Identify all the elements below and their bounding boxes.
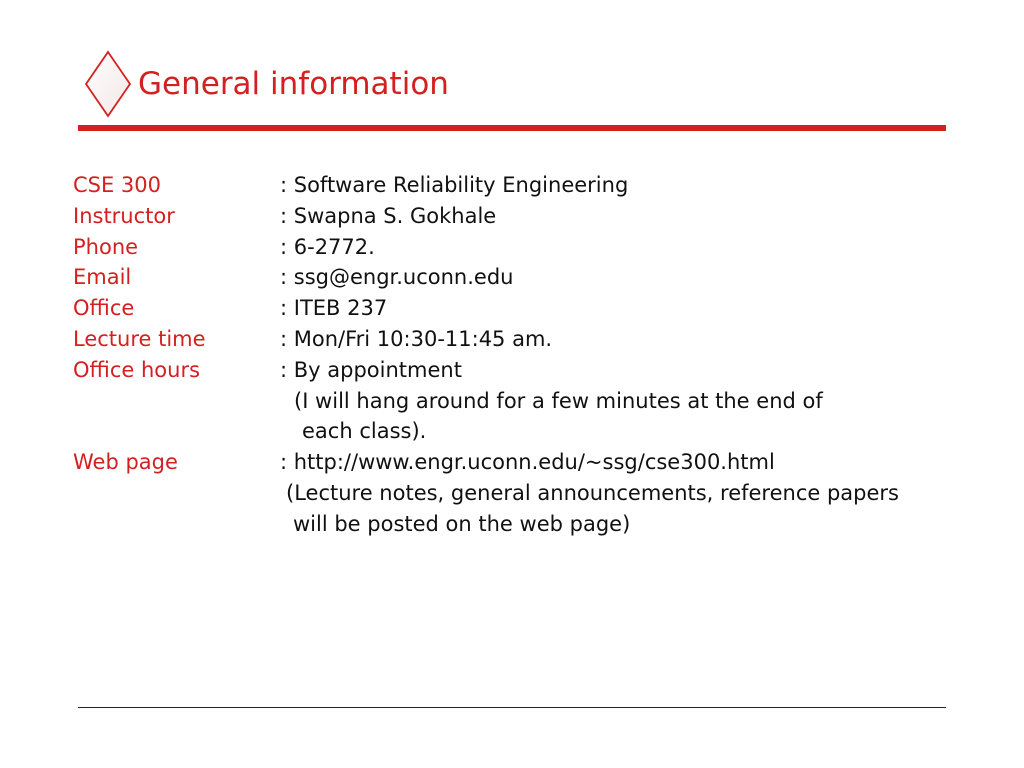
row-label: Lecture time — [73, 326, 206, 351]
footer-rule — [78, 707, 946, 708]
row-label: Office — [73, 296, 135, 321]
row-label: Phone — [73, 234, 139, 259]
row-value: : ssg@engr.uconn.edu — [280, 265, 514, 290]
row-label: CSE 300 — [73, 173, 162, 197]
row-value: : Mon/Fri 10:30-11:45 am. — [280, 326, 553, 351]
row-label: Instructor — [73, 203, 175, 228]
row-label: Email — [73, 265, 132, 290]
title-underline — [78, 125, 946, 131]
row-label: Web page — [73, 450, 178, 475]
row-value: : Software Reliability Engineering — [280, 173, 629, 197]
row-value: : By appointment — [280, 357, 462, 382]
row-value: : 6-2772. — [280, 234, 375, 259]
row-value: : Swapna S. Gokhale — [280, 203, 497, 228]
row-value: : ITEB 237 — [280, 296, 388, 321]
diamond-icon — [84, 50, 132, 118]
row-value: (Lecture notes, general announcements, reference papers — [286, 480, 899, 505]
diamond-bullet-icon — [84, 50, 132, 118]
row-value: each class). — [302, 419, 427, 444]
web-page-url: : http://www.engr.uconn.edu/~ssg/cse300.html — [280, 450, 775, 475]
row-label: Office hours — [73, 357, 201, 382]
row-value: will be posted on the web page) — [293, 511, 631, 536]
slide-title: General information — [138, 66, 449, 102]
row-value: (I will hang around for a few minutes at the end of — [294, 388, 823, 413]
